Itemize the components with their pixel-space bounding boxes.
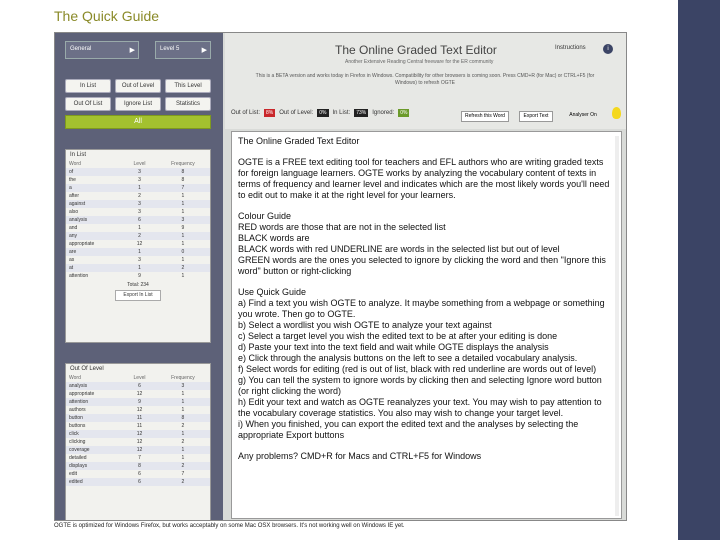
table-header-row bbox=[66, 160, 210, 168]
table-row[interactable] bbox=[66, 256, 210, 264]
table-cell: 2 bbox=[156, 264, 210, 272]
table-row[interactable] bbox=[66, 398, 210, 406]
table-cell: 2 bbox=[181, 439, 185, 445]
table-row[interactable] bbox=[66, 438, 210, 446]
table-cell: the bbox=[69, 177, 76, 183]
table-cell: 11 bbox=[136, 423, 143, 429]
table-cell: 1 bbox=[181, 455, 185, 461]
table-row[interactable] bbox=[66, 224, 210, 232]
lightbulb-icon bbox=[612, 107, 621, 119]
table-row[interactable] bbox=[66, 192, 210, 200]
table-cell: 6 bbox=[138, 471, 141, 477]
table-cell: 7 bbox=[181, 471, 185, 477]
footer-note: OGTE is optimized for Windows Firefox, but works acceptably on some Mac OSX browsers. It's not working well on Windows IE yet. bbox=[54, 523, 405, 529]
in-list-value: 73% bbox=[356, 110, 367, 116]
text-line: Use Quick Guide bbox=[238, 287, 307, 297]
table-cell: 12 bbox=[136, 391, 143, 397]
table-cell: 1 bbox=[156, 200, 210, 208]
table-cell: also bbox=[69, 209, 79, 215]
statistics-button[interactable]: Statistics bbox=[165, 97, 211, 111]
in-list-title: In List bbox=[70, 152, 87, 158]
wordlist-dropdown[interactable] bbox=[65, 41, 139, 59]
app-title: The Online Graded Text Editor bbox=[335, 43, 497, 57]
instructions-link[interactable]: Instructions bbox=[555, 45, 586, 51]
table-cell: 1 bbox=[181, 273, 185, 279]
text-line: c) Select a target level you wish the edited text to be at after your editing is done bbox=[238, 331, 558, 341]
text-line: GREEN words are the ones you selected to ignore by clicking the word and then "Ignore this word" button or right-clicking bbox=[238, 255, 606, 276]
table-cell: clicking bbox=[69, 439, 86, 445]
table-cell: 6 bbox=[123, 382, 156, 390]
table-cell: 1 bbox=[156, 430, 210, 438]
wordlist-dropdown-value: General bbox=[70, 46, 92, 52]
table-row[interactable] bbox=[66, 176, 210, 184]
table-cell: 3 bbox=[123, 200, 156, 208]
table-cell: 3 bbox=[138, 209, 141, 215]
all-button[interactable]: All bbox=[65, 115, 211, 129]
ignored-label: Ignored: bbox=[372, 110, 395, 116]
editor-header bbox=[225, 33, 627, 129]
table-cell: 12 bbox=[136, 241, 143, 247]
text-line: Colour Guide bbox=[238, 211, 292, 221]
table-cell: 9 bbox=[138, 273, 141, 279]
table-row[interactable] bbox=[66, 414, 210, 422]
table-cell: 12 bbox=[136, 439, 143, 445]
table-cell: 0 bbox=[156, 248, 210, 256]
table-cell: 8 bbox=[123, 462, 156, 470]
table-cell: 12 bbox=[123, 446, 156, 454]
table-row[interactable] bbox=[66, 200, 210, 208]
out-of-list-button[interactable]: Out Of List bbox=[65, 97, 111, 111]
table-cell: buttons bbox=[69, 423, 86, 429]
table-cell: any bbox=[66, 232, 123, 240]
analysis-buttons-row-1 bbox=[65, 79, 211, 93]
total-label: Total: bbox=[127, 282, 140, 288]
out-of-level-table bbox=[66, 374, 210, 486]
page-title: The Quick Guide bbox=[54, 8, 160, 24]
table-cell: 8 bbox=[156, 414, 210, 422]
table-cell: and bbox=[69, 225, 78, 231]
table-cell: 1 bbox=[181, 257, 185, 263]
table-cell: 1 bbox=[181, 391, 185, 397]
table-row[interactable] bbox=[66, 422, 210, 430]
table-cell: 12 bbox=[136, 407, 143, 413]
text-line bbox=[238, 201, 615, 211]
table-cell: button bbox=[66, 414, 123, 422]
table-cell: 3 bbox=[138, 257, 141, 263]
chevron-right-icon: ▶ bbox=[129, 47, 135, 54]
table-cell: 6 bbox=[123, 216, 156, 224]
ignore-list-button[interactable]: Ignore List bbox=[115, 97, 161, 111]
table-cell: 1 bbox=[181, 407, 185, 413]
table-cell: 6 bbox=[123, 478, 156, 486]
decorative-side-bar bbox=[678, 0, 720, 540]
table-row[interactable] bbox=[66, 462, 210, 470]
table-cell: 7 bbox=[156, 184, 210, 192]
analyser-toggle[interactable]: Analyser On bbox=[569, 112, 597, 118]
table-cell: 3 bbox=[123, 168, 156, 176]
table-cell: attention bbox=[69, 273, 89, 279]
text-line bbox=[238, 147, 615, 157]
column-header: Level bbox=[133, 375, 146, 381]
info-icon[interactable]: i bbox=[603, 44, 613, 54]
in-list-label: In List: bbox=[332, 110, 351, 116]
text-line: d) Paste your text into the text field and wait while OGTE displays the analysis bbox=[238, 342, 549, 352]
table-row[interactable] bbox=[66, 232, 210, 240]
beta-note: This is a BETA version and works today in Firefox in Windows. Compatibility for other browsers is coming soon. Press CMD+R (for Mac) or CTRL+F5 (for Windows) to refresh OGTE bbox=[255, 73, 595, 86]
column-header: Frequency bbox=[171, 161, 195, 167]
table-cell: 1 bbox=[156, 446, 210, 454]
text-line: BLACK words are bbox=[238, 233, 310, 243]
table-cell: are bbox=[66, 248, 123, 256]
export-text-button[interactable]: Export Text bbox=[519, 111, 553, 122]
out-of-level-value: 0% bbox=[319, 110, 327, 116]
column-header: Frequency bbox=[171, 375, 195, 381]
table-cell: 1 bbox=[181, 193, 185, 199]
out-of-level-button[interactable]: Out of Level bbox=[115, 79, 161, 93]
table-cell: 3 bbox=[156, 216, 210, 224]
out-of-level-label: Out of Level: bbox=[279, 110, 314, 116]
export-in-list-button[interactable]: Export In List bbox=[115, 290, 161, 301]
table-row[interactable] bbox=[66, 454, 210, 462]
column-header: Word bbox=[69, 375, 81, 381]
coverage-stats bbox=[231, 109, 409, 117]
text-line: RED words are those that are not in the selected list bbox=[238, 222, 446, 232]
text-line: e) Click through the analysis buttons on the left to see a detailed vocabulary analysis. bbox=[238, 353, 578, 363]
app-subtitle: Another Extensive Reading Central freeware for the ER community bbox=[345, 59, 494, 65]
out-of-level-panel bbox=[65, 363, 211, 521]
table-cell: 1 bbox=[156, 398, 210, 406]
table-cell: as bbox=[69, 257, 75, 263]
out-of-list-value: 8% bbox=[266, 110, 274, 116]
scrollbar[interactable] bbox=[615, 136, 619, 516]
table-cell: authors bbox=[69, 407, 86, 413]
table-cell: 3 bbox=[138, 177, 141, 183]
table-row[interactable] bbox=[66, 406, 210, 414]
table-row[interactable] bbox=[66, 216, 210, 224]
table-cell: displays bbox=[66, 462, 123, 470]
in-list-panel bbox=[65, 149, 211, 343]
table-cell: detailed bbox=[69, 455, 87, 461]
table-cell: edit bbox=[69, 471, 78, 477]
text-line: b) Select a wordlist you wish OGTE to analyze your text against bbox=[238, 320, 492, 330]
table-row[interactable] bbox=[66, 184, 210, 192]
table-cell: after bbox=[69, 193, 80, 199]
text-line: OGTE is a FREE text editing tool for teachers and EFL authors who are writing graded texts for foreign language learners. OGTE works by analyzing the vocabulary content of texts in terms of frequency and learner level and indicates which are the most likely words you'll need to edit out to make it at the right level for your learners. bbox=[238, 157, 610, 200]
refresh-word-button[interactable]: Refresh this Word bbox=[461, 111, 509, 122]
table-cell: attention bbox=[66, 398, 123, 406]
text-line: g) You can tell the system to ignore words by clicking then and selecting Ignore word button (or right clicking the word) bbox=[238, 375, 602, 396]
column-header: Level bbox=[133, 161, 146, 167]
table-row[interactable] bbox=[66, 264, 210, 272]
table-cell: coverage bbox=[66, 446, 123, 454]
in-list-total bbox=[66, 280, 210, 288]
level-dropdown-value: Level 5 bbox=[160, 46, 180, 52]
table-cell: a bbox=[66, 184, 123, 192]
table-cell: 9 bbox=[123, 398, 156, 406]
text-line: h) Edit your text and watch as OGTE reanalyzes your text. You may wish to pay attention to the vocabulary coverage statistics. You also may wish to change your target level. bbox=[238, 397, 602, 418]
left-panel bbox=[55, 33, 223, 521]
table-cell: 2 bbox=[156, 478, 210, 486]
table-cell: 7 bbox=[138, 455, 141, 461]
table-cell: 11 bbox=[123, 414, 156, 422]
editor-text bbox=[238, 136, 615, 462]
text-line: i) When you finished, you can export the edited text and the analyses by selecting the appropriate Export buttons bbox=[238, 419, 579, 440]
table-cell: 1 bbox=[138, 225, 141, 231]
text-line: BLACK words with red UNDERLINE are words in the selected list but out of level bbox=[238, 244, 560, 254]
text-line: a) Find a text you wish OGTE to analyze. It maybe something from a webpage or something you wrote. Then go to OGTE. bbox=[238, 298, 605, 319]
table-cell: of bbox=[66, 168, 123, 176]
table-cell: edited bbox=[66, 478, 123, 486]
table-cell: analysis bbox=[66, 216, 123, 224]
ignored-value: 0% bbox=[400, 110, 408, 116]
table-cell: against bbox=[66, 200, 123, 208]
app-screenshot bbox=[54, 32, 627, 521]
table-row[interactable] bbox=[66, 168, 210, 176]
table-cell: 2 bbox=[156, 462, 210, 470]
table-cell: analysis bbox=[66, 382, 123, 390]
table-row[interactable] bbox=[66, 248, 210, 256]
table-cell: click bbox=[66, 430, 123, 438]
table-cell: appropriate bbox=[69, 391, 95, 397]
table-cell: 3 bbox=[156, 382, 210, 390]
table-row[interactable] bbox=[66, 208, 210, 216]
table-cell: 9 bbox=[181, 225, 185, 231]
editor-panel bbox=[225, 33, 627, 521]
table-row[interactable] bbox=[66, 390, 210, 398]
table-row[interactable] bbox=[66, 470, 210, 478]
chevron-right-icon: ▶ bbox=[201, 47, 207, 54]
table-cell: appropriate bbox=[69, 241, 95, 247]
total-value: 234 bbox=[140, 282, 149, 288]
text-line: f) Select words for editing (red is out of list, black with red underline are words out of level) bbox=[238, 364, 597, 374]
table-cell: 1 bbox=[123, 264, 156, 272]
out-of-level-title: Out Of Level bbox=[70, 366, 104, 372]
table-row[interactable] bbox=[66, 430, 210, 438]
in-list-table bbox=[66, 160, 210, 280]
text-line: The Online Graded Text Editor bbox=[238, 136, 360, 146]
text-line bbox=[238, 277, 615, 287]
table-cell: 8 bbox=[156, 168, 210, 176]
text-line bbox=[238, 441, 615, 451]
column-header: Word bbox=[69, 161, 81, 167]
table-cell: 2 bbox=[138, 193, 141, 199]
table-row[interactable] bbox=[66, 478, 210, 486]
table-cell: 1 bbox=[156, 232, 210, 240]
analysis-buttons-row-2 bbox=[65, 97, 211, 111]
table-row[interactable] bbox=[66, 272, 210, 280]
this-level-button[interactable]: This Level bbox=[165, 79, 211, 93]
text-line: Any problems? CMD+R for Macs and CTRL+F5 for Windows bbox=[238, 451, 482, 461]
table-cell: 12 bbox=[123, 430, 156, 438]
table-row[interactable] bbox=[66, 446, 210, 454]
table-cell: 2 bbox=[123, 232, 156, 240]
table-cell: 1 bbox=[181, 241, 185, 247]
table-cell: at bbox=[66, 264, 123, 272]
table-cell: 1 bbox=[181, 209, 185, 215]
in-list-button[interactable]: In List bbox=[65, 79, 111, 93]
level-dropdown[interactable] bbox=[155, 41, 211, 59]
table-cell: 1 bbox=[123, 248, 156, 256]
table-cell: 2 bbox=[181, 423, 185, 429]
table-cell: 1 bbox=[123, 184, 156, 192]
table-header-row bbox=[66, 374, 210, 382]
text-editor-area[interactable] bbox=[231, 131, 622, 519]
table-cell: 8 bbox=[181, 177, 185, 183]
out-of-list-label: Out of List: bbox=[231, 110, 261, 116]
table-row[interactable] bbox=[66, 382, 210, 390]
table-row[interactable] bbox=[66, 240, 210, 248]
